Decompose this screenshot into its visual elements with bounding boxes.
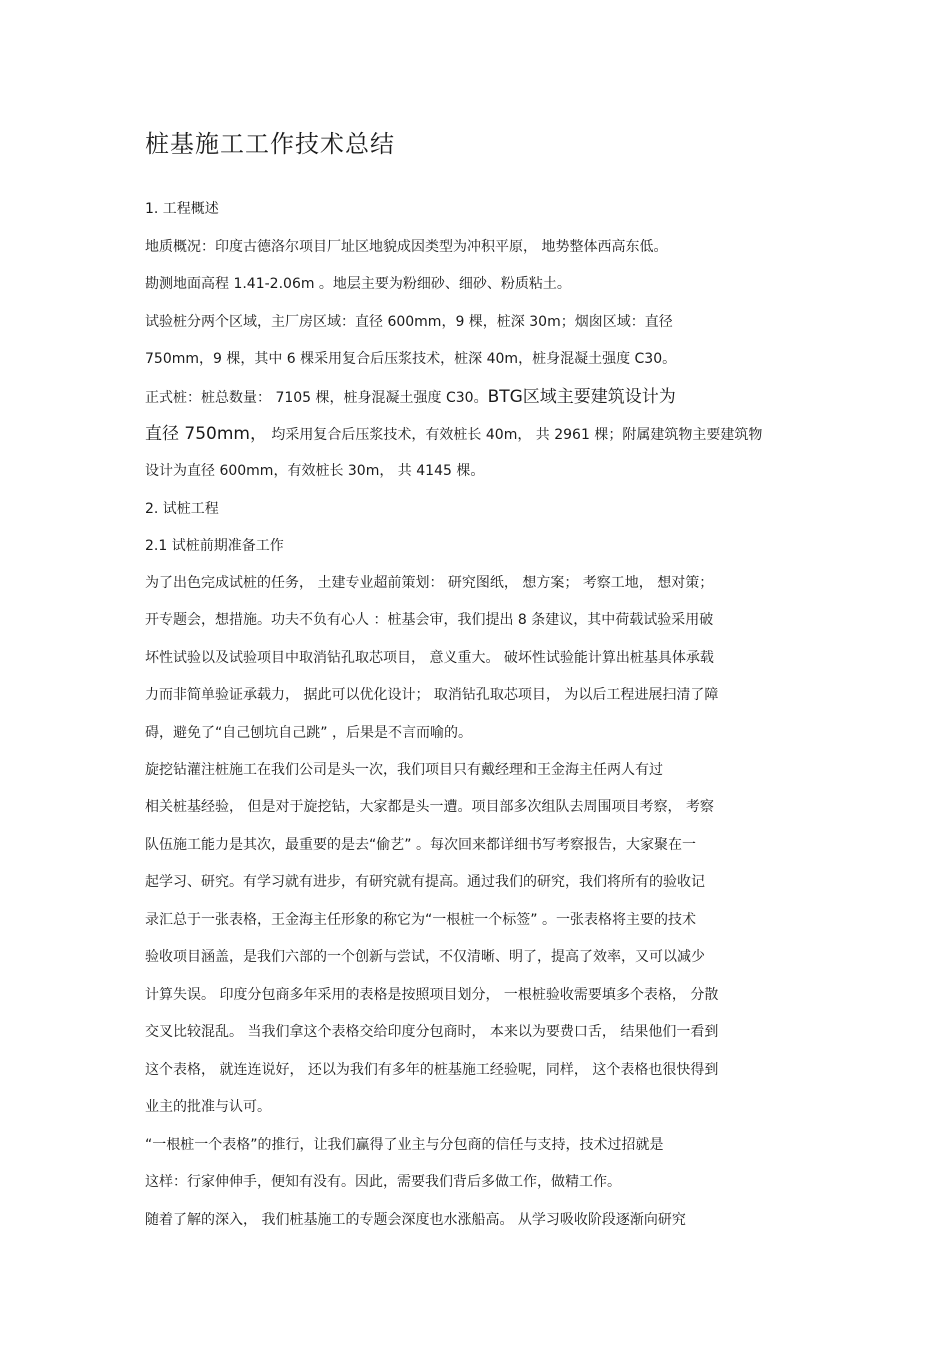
subsection-heading: 2.1 试桩前期准备工作 [145, 538, 284, 554]
paragraph-line: 坏性试验以及试验项目中取消钻孔取芯项目， 意义重大。 破坏性试验能计算出桩基具体承载 [145, 650, 714, 666]
paragraph-line: 计算失误。 印度分包商多年采用的表格是按照项目划分， 一根桩验收需要填多个表格， 分散 [145, 987, 719, 1003]
paragraph-line [145, 424, 762, 445]
paragraph-line: 随着了解的深入， 我们桩基施工的专题会深度也水涨船高。 从学习吸收阶段逐渐向研究 [145, 1212, 686, 1228]
paragraph-text-large: 直径 750mm， [145, 424, 267, 444]
paragraph-line: 设计为直径 600mm，有效桩长 30m， 共 4145 棵。 [145, 463, 485, 479]
paragraph-line: 开专题会，想措施。功夫不负有心人 ：桩基会审，我们提出 8 条建议，其中荷载试验采用破 [145, 612, 714, 628]
paragraph-line: “一根桩一个表格”的推行，让我们赢得了业主与分包商的信任与支持，技术过招就是 [145, 1137, 664, 1153]
paragraph-line [145, 387, 676, 408]
section-heading-1: 1. 工程概述 [145, 201, 219, 217]
paragraph-line: 碍，避免了“自己刨坑自己跳” ，后果是不言而喻的。 [145, 725, 472, 741]
paragraph-line: 地质概况：印度古德洛尔项目厂址区地貌成因类型为冲积平原， 地势整体西高东低。 [145, 239, 668, 255]
paragraph-line: 交叉比较混乱。 当我们拿这个表格交给印度分包商时， 本来以为要费口舌， 结果他们一看到 [145, 1024, 719, 1040]
paragraph-line: 试验桩分两个区域，主厂房区域：直径 600mm，9 棵，桩深 30m；烟囱区域：直径 [145, 314, 673, 330]
paragraph-line: 力而非简单验证承载力， 据此可以优化设计； 取消钻孔取芯项目， 为以后工程进展扫清了障 [145, 687, 719, 703]
paragraph-line: 为了出色完成试桩的任务， 土建专业超前策划： 研究图纸， 想方案； 考察工地， 想对策； [145, 575, 714, 591]
paragraph-line: 旋挖钻灌注桩施工在我们公司是头一次，我们项目只有戴经理和王金海主任两人有过 [145, 762, 663, 778]
paragraph-line: 750mm，9 棵，其中 6 棵采用复合后压浆技术，桩深 40m，桩身混凝土强度 C30。 [145, 351, 677, 367]
paragraph-line: 相关桩基经验， 但是对于旋挖钻，大家都是头一遭。项目部多次组队去周围项目考察， 考察 [145, 799, 714, 815]
paragraph-line: 勘测地面高程 1.41-2.06m 。地层主要为粉细砂、细砂、粉质粘土。 [145, 276, 571, 292]
paragraph-line: 录汇总于一张表格，王金海主任形象的称它为“一根桩一个标签” 。一张表格将主要的技术 [145, 912, 696, 928]
document-title: 桩基施工工作技术总结 [145, 130, 395, 158]
paragraph-line: 这样：行家伸伸手，便知有没有。因此，需要我们背后多做工作，做精工作。 [145, 1174, 621, 1190]
paragraph-line: 起学习、研究。有学习就有进步，有研究就有提高。通过我们的研究，我们将所有的验收记 [145, 874, 705, 890]
section-heading-2: 2. 试桩工程 [145, 501, 219, 517]
paragraph-line: 业主的批准与认可。 [145, 1099, 271, 1115]
paragraph-line: 队伍施工能力是其次，最重要的是去“偷艺” 。每次回来都详细书写考察报告，大家聚在一 [145, 837, 696, 853]
paragraph-line: 验收项目涵盖，是我们六部的一个创新与尝试，不仅清晰、明了，提高了效率，又可以减少 [145, 949, 705, 965]
paragraph-text: 正式桩：桩总数量： 7105 棵，桩身混凝土强度 C30。 [145, 390, 488, 406]
paragraph-line: 这个表格， 就连连说好， 还以为我们有多年的桩基施工经验呢，同样， 这个表格也很快得到 [145, 1062, 719, 1078]
paragraph-text-large: BTG区域主要建筑设计为 [487, 387, 676, 407]
paragraph-text: 均采用复合后压浆技术，有效桩长 40m， 共 2961 棵；附属建筑物主要建筑物 [266, 427, 763, 443]
